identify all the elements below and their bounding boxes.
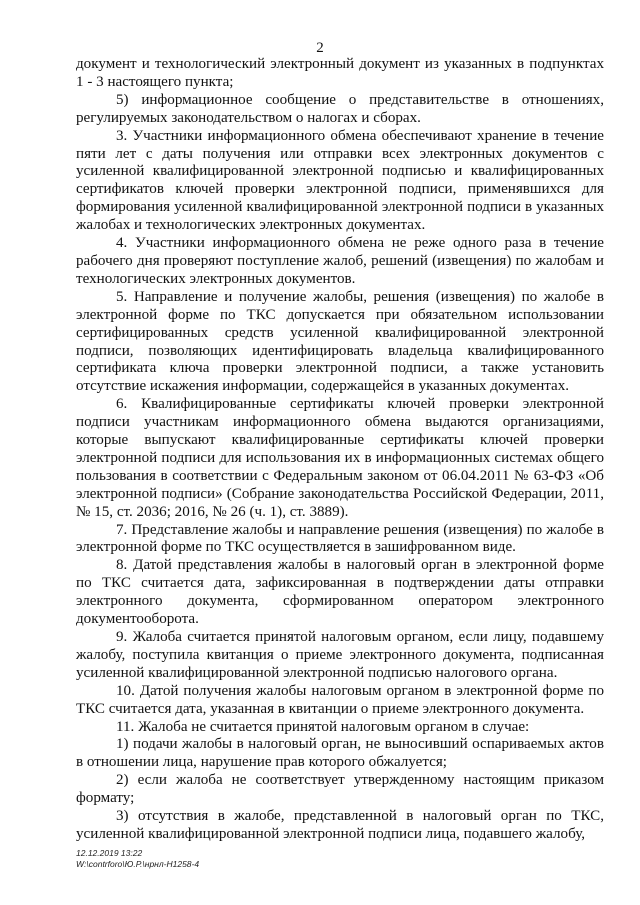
footer-file-path: W:\contrforo\Ю.Р.\нрнл-Н1258-4 bbox=[76, 858, 200, 869]
paragraph: документ и технологический электронный документ из указанных в подпунктах 1 - 3 настоящего пункта; bbox=[76, 56, 604, 90]
paragraph: 4. Участники информационного обмена не реже одного раза в течение рабочего дня проверяют поступление жалоб, решений (извещения) по жалобам и технологических электронных документов. bbox=[76, 235, 604, 287]
paragraph: 11. Жалоба не считается принятой налоговым органом в случае: bbox=[116, 718, 530, 735]
paragraph: 5. Направление и получение жалобы, решения (извещения) по жалобе в электронной форме по ТКС допускается при обязательном использовании сертифицированных средств усиленной квалифицированной электронной подписи, позволяющих идентифицировать владельца квалифицированного сертификата ключа проверки электронной подписи, а также установить отсутствие искажения информации, содержащейся в указанных документах. bbox=[76, 288, 604, 395]
paragraph: 3. Участники информационного обмена обеспечивают хранение в течение пяти лет с даты получения или отправки всех электронных документов с усиленной квалифицированной электронной подписью и квалифицированных сертификатов ключей проверки электронной подписи, применявшихся для формирования усиленной квалифицированной электронной подписи в указанных жалобах и технологических электронных документах. bbox=[76, 127, 604, 234]
paragraph: 5) информационное сообщение о представительстве в отношениях, регулируемых законодательством о налогах и сборах. bbox=[76, 91, 604, 126]
paragraph: 6. Квалифицированные сертификаты ключей проверки электронной подписи участникам информационного обмена выдаются организациями, которые выпускают квалифицированные сертификаты ключей проверки электронной подписи для использования их в информационных системах общего пользования в соответствии с Федеральным законом от 06.04.2011 № 63-ФЗ «Об электронной подписи» (Собрание законодательства Российской Федерации, 2011, № 15, ст. 2036; 2016, № 26 (ч. 1), ст. 3889). bbox=[76, 396, 604, 520]
paragraph: 7. Представление жалобы и направление решения (извещения) по жалобе в электронной форме по ТКС осуществляется в зашифрованном виде. bbox=[76, 521, 604, 556]
document-footer bbox=[76, 848, 199, 869]
paragraph: 10. Датой получения жалобы налоговым органом в электронной форме по ТКС считается дата, указанная в квитанции о приеме электронного документа. bbox=[76, 682, 604, 717]
paragraph: 3) отсутствия в жалобе, представленной в налоговый орган по ТКС, усиленной квалифицированной электронной подписи лица, подавшего жалобу, bbox=[76, 808, 604, 842]
paragraph: 1) подачи жалобы в налоговый орган, не выносивший оспариваемых актов в отношении лица, нарушение прав которого обжалуется; bbox=[76, 736, 604, 771]
paragraph: 8. Датой представления жалобы в налоговый орган в электронной форме по ТКС считается дата, зафиксированная в подтверждении даты отправки электронного документа, сформированном оператором электронного документооборота. bbox=[76, 557, 604, 628]
paragraph: 9. Жалоба считается принятой налоговым органом, если лицу, подавшему жалобу, поступила квитанция о приеме электронного документа, подписанная усиленной квалифицированной электронной подписью налогового органа. bbox=[76, 629, 604, 681]
page-number: 2 bbox=[316, 40, 324, 56]
footer-date: 12.12.2019 13:22 bbox=[76, 848, 143, 858]
paragraph: 2) если жалоба не соответствует утвержденному настоящим приказом формату; bbox=[76, 772, 604, 807]
document-body bbox=[76, 56, 604, 844]
